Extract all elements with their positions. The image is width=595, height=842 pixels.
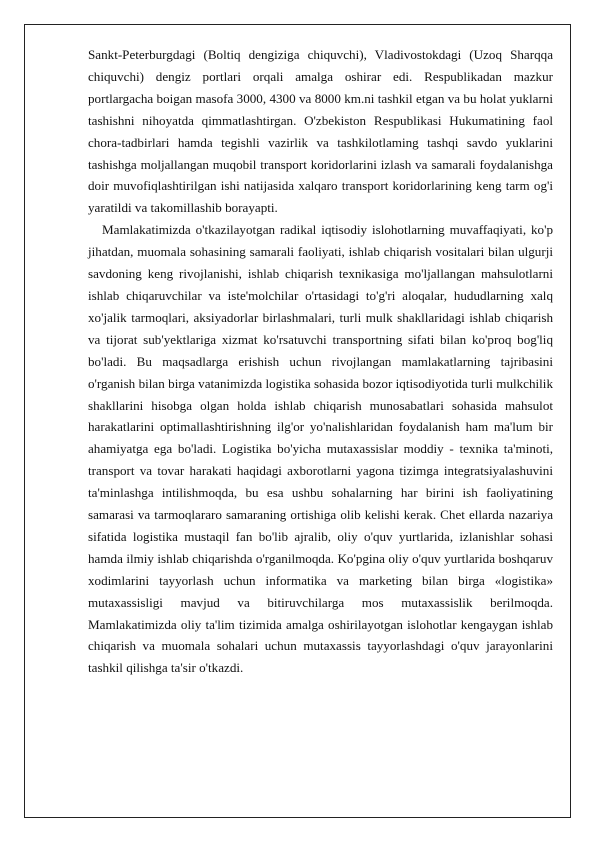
paragraph-1: Sankt-Peterburgdagi (Boltiq dengiziga chiquvchi), Vladivostokdagi (Uzoq Sharqqa chiquvchi) dengiz portlari orqali amalga oshirar edi. Respublikadan mazkur portlargacha boigan masofa 3000, 4300 va 8000 km.ni tashkil etgan va bu holat yuklarni tashishni nihoyatda qimmatlashtirgan. O'zbekiston Respublikasi Hukumatining faol chora-tadbirlari hamda tegishli vazirlik va tashkilotlaming tashqi savdo yuklarini tashishga moljallangan muqobil transport koridorlarini izlash va samarali foydalanishga doir muvofiqlashtirilgan ishi natijasida xalqaro transport koridorlarining keng tarm og'i yaratildi va takomillashib borayapti. — [88, 47, 553, 216]
paragraph-2: Mamlakatimizda o'tkazilayotgan radikal iqtisodiy islohotlarning muvaffaqiyati, ko'p jihatdan, muomala sohasining samarali faoliyati, ishlab chiqarish vositalari bilan ulgurji savdoning keng rivojlanishi, ishlab chiqarish texnikasiga mo'ljallangan mahsulotlarni ishlab chiqaruvchilar va iste'molchilar o'rtasidagi to'g'ri aloqalar, hududlarning xalq xo'jalik tarmoqlari, aksiyadorlar birlashmalari, turli mulk shakllaridagi ishlab chiqarish va tijorat sub'yektlariga xizmat ko'rsatuvchi transportning sifati bilan ko'proq bog'liq bo'ladi. Bu maqsadlarga erishish uchun rivojlangan mamlakatlarning tajribasini o'rganish bilan birga vatanimizda logistika sohasida bozor iqtisodiyotida turli mulkchilik shakllarini hisobga olgan holda ishlab chiqarish munosabatlari sohasida mahsulot harakatlarini optimallashtirishning ilg'or yo'nalishlaridan foydalanish ham ma'lum bir ahamiyatga ega bo'ladi. Logistika bo'yicha mutaxassislar moddiy - texnika ta'minoti, transport va tovar harakati haqidagi axborotlarni yagona tizimga integratsiyalashuvini ta'minlashga intilishmoqda, bu esa ushbu sohalarning har birini ish faoliyatining samarasi va tarmoqlararo samaraning ortishiga olib kelishi kerak. Chet ellarda nazariya sifatida logistika mustaqil fan bo'lib ajralib, oliy o'quv yurtlarida, izlanishlar sohasi hamda ilmiy ishlab chiqarishda o'rganilmoqda. Ko'pgina oliy o'quv yurtlarida boshqaruv xodimlarini tayyorlash uchun informatika va marketing bilan birga «logistika» mutaxassisligi mavjud va bitiruvchilarga mos mutaxassislik berilmoqda. Mamlakatimizda oliy ta'lim tizimida amalga oshirilayotgan islohotlar kengaygan ishlab chiqarish va muomala sohalari uchun mutaxassis tayyorlashdagi o'quv jarayonlarini tashkil qilishga ta'sir o'tkazdi. — [88, 222, 553, 676]
document-body — [88, 44, 553, 679]
